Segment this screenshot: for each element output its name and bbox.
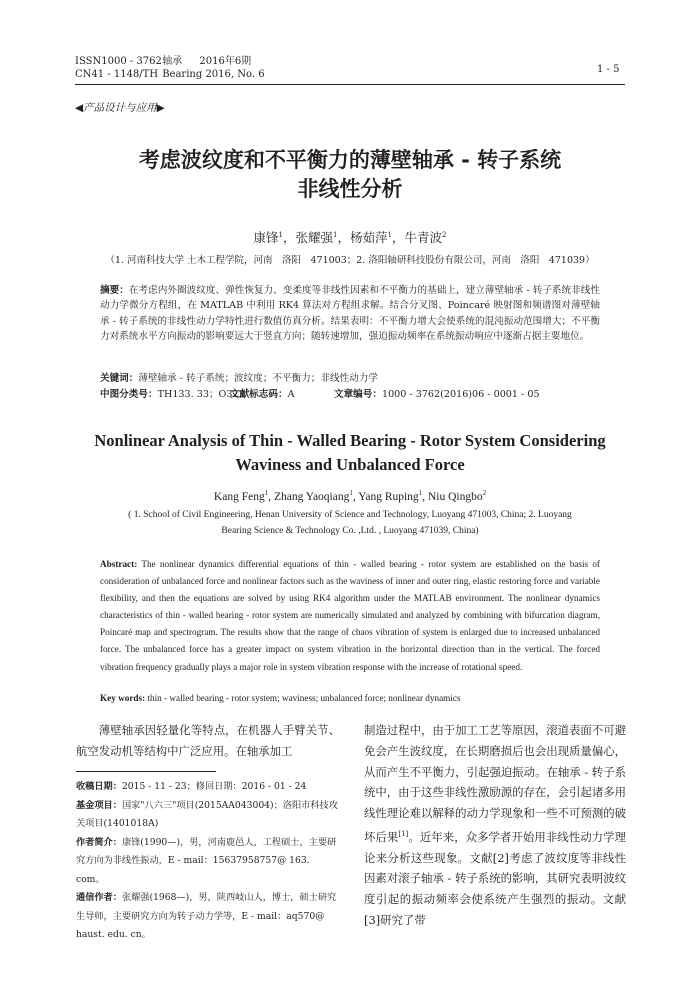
abstract-cn-label: 摘要：: [100, 285, 129, 296]
author-cn: 牛青波: [404, 230, 443, 245]
footnote: [76, 778, 340, 945]
footnote-received: [76, 778, 340, 797]
author-en: Kang Feng: [213, 490, 265, 503]
classification-cn: [100, 386, 600, 400]
authors-cn: 康锋$^1$，张耀强$^1$，杨茹萍$^1$，牛青波$^2$: [253, 230, 447, 245]
doc-code-value: A: [287, 389, 295, 400]
author-cn: 杨茹萍: [350, 230, 388, 245]
header-line-1: [75, 55, 635, 68]
issue-en: 2016, No. 6: [205, 69, 265, 80]
author-cn-sup: 1: [278, 230, 283, 239]
author-en: Zhang Yaoqiang: [273, 490, 350, 503]
issn: ISSN1000 - 3762: [75, 56, 162, 67]
abstract-cn-text: 在考虑内外圈波纹度、弹性恢复力、变柔度等非线性因素和不平衡力的基础上，建立薄壁轴承 - 转子系统非线性动力学微分方程组，在 MATLAB 中利用 RK4 算法对方程组求解。结合分叉图、Poincaré 映射图和频谱图对薄壁轴承 - 转子系统的非线性动力学特性进行数值仿真分析。结果表明：不平衡力增大会使系统的混沌振动范围增大；不平衡力对系统水平方向振动的影响要远大于竖直方向；随转速增加，强迫振动频率在系统振动响应中逐渐占据主要地位。: [100, 285, 601, 342]
affiliation-en-line-1: ( 1. School of Civil Engineering, Henan University of Science and Technology, Luoyang 471003, China; 2. Luoyang: [128, 510, 572, 520]
author-en-sup: 1: [264, 489, 269, 497]
clc-value: TH133. 33；O322: [157, 389, 245, 400]
author-bio-label: 作者简介：: [76, 836, 122, 848]
header-rule: [75, 84, 625, 85]
title-cn: [75, 146, 625, 204]
keywords-en-label: Key words:: [100, 693, 146, 703]
reference-1[interactable]: [1]: [398, 829, 409, 838]
clc-label: 中图分类号：: [100, 389, 158, 400]
received-value: 2015 - 11 - 23；修回日期：2016 - 01 - 24: [121, 781, 307, 792]
author-cn-sup: 1: [333, 230, 338, 239]
body-left-column: [76, 720, 340, 762]
author-cn-sup: 2: [442, 230, 447, 239]
abstract-en-text: The nonlinear dynamics differential equations of thin - walled bearing - rotor system are established on the basis of consideration of unbalanced force and nonlinear factors such as the waviness of inner and outer ring, elastic restoring force and variable flexibility, and then the equations are solved by using RK4 algorithm under the MATLAB environment. The nonlinear dynamics characteristics of thin - walled bearing - rotor system are numerically simulated and analyzed by combining with bifurcation diagram, Poincaré map and spectrogram. The results show that the range of chaos vibration of system is enlarged due to increased unbalanced force. The unbalanced force has a greater impact on system vibration in the horizontal direction than in the vertical. The forced vibration frequency gradually plays a major role in system vibration response with the increase of rotational speed.: [100, 559, 600, 672]
issue-cn: 2016年6期: [199, 56, 252, 67]
section-tag-label: 产品设计与应用: [83, 102, 157, 114]
author-cn-sup: 1: [387, 230, 392, 239]
body-right-text-1: 制造过程中，由于加工工艺等原因，滚道表面不可避免会产生波纹度，在长期磨损后也会出现质量偏心，从而产生不平衡力，引起强迫振动。在轴承 - 转子系统中，由于这些非线性激励源的存在，会引起诸多用线性理论难以解释的动力学现象和一些不可预测的破坏后果: [364, 723, 626, 844]
author-en-sup: 1: [349, 489, 353, 497]
journal-name-cn: 轴承: [162, 56, 183, 67]
title-en: [60, 429, 640, 477]
corresponding-value: 张耀强(1968—)，男，陕西岐山人，博士，硕士研究生导师，主要研究方向为转子动力学等，E - mail：aq570@ haust. edu. cn。: [76, 892, 337, 940]
footnote-fund: [76, 797, 340, 834]
abstract-en: [100, 556, 600, 676]
fund-label: 基金项目：: [76, 799, 122, 811]
header-line-2: [75, 68, 635, 81]
cn-number: CN41 - 1148/TH: [75, 69, 159, 80]
author-cn: 张耀强: [295, 230, 334, 245]
author-cn: 康锋: [253, 230, 279, 245]
article-number-value: 1000 - 3762(2016)06 - 0001 - 05: [381, 389, 540, 400]
running-header: [75, 55, 635, 81]
body-right-text-2: 。近年来，众多学者开始用非线性动力学理论来分析这些现象。文献[2]考虑了波纹度等非线性因素对滚子轴承 - 转子系统的影响，其研究表明波纹度引起的振动频率会使系统产生强烈的振动。文献[3]研究了带: [364, 829, 626, 927]
keywords-cn-text: 薄壁轴承 - 转子系统；波纹度；不平衡力；非线性动力学: [138, 373, 378, 384]
footnote-corresponding: [76, 889, 340, 945]
affiliation-en-line-2: Bearing Science & Technology Co. ,Ltd. , Luoyang 471039, China): [221, 526, 479, 536]
doc-code-label: 文献标志码：: [230, 389, 288, 400]
keywords-cn-label: 关键词：: [100, 373, 139, 384]
authors-en: Kang Feng$^1$, Zhang Yaoqiang$^1$, Yang Ruping$^1$, Niu Qingbo$^2$: [213, 489, 487, 503]
page-range: 1 - 5: [597, 64, 620, 75]
footnote-author: [76, 834, 340, 890]
abstract-cn: [100, 283, 600, 344]
author-en-sup: 1: [418, 489, 423, 497]
section-tag-left-marker: ◀: [75, 102, 84, 114]
abstract-en-label: Abstract:: [100, 559, 138, 569]
keywords-cn: [100, 370, 378, 384]
footnote-rule: [76, 771, 216, 772]
section-tag: [75, 100, 165, 115]
affiliation-en: [75, 507, 625, 539]
body-right-column: [364, 720, 626, 931]
body-left-text: 薄壁轴承因轻量化等特点，在机器人手臂关节、航空发动机等结构中广泛应用。在轴承加工: [76, 723, 340, 758]
author-en: Yang Ruping: [358, 490, 419, 503]
received-label: 收稿日期：: [76, 781, 122, 792]
author-en-sup: 2: [482, 489, 487, 497]
section-tag-right-marker: ▶: [156, 102, 165, 114]
title-cn-line-1: 考虑波纹度和不平衡力的薄壁轴承 - 转子系统: [138, 148, 562, 172]
affiliation-cn: （1. 河南科技大学 土木工程学院，河南 洛阳 471003；2. 洛阳轴研科技股份有限公司，河南 洛阳 471039）: [105, 255, 595, 266]
corresponding-label: 通信作者：: [76, 892, 122, 903]
title-cn-line-2: 非线性分析: [297, 177, 403, 201]
title-en-line-1: Nonlinear Analysis of Thin - Walled Bearing - Rotor System Considering: [94, 431, 606, 450]
journal-name-en: Bearing: [162, 69, 203, 80]
author-en: Niu Qingbo: [427, 490, 483, 503]
keywords-en-text: thin - walled bearing - rotor system; waviness; unbalanced force; nonlinear dynamics: [147, 693, 461, 703]
article-number-label: 文章编号：: [334, 389, 382, 400]
keywords-en: [100, 690, 600, 707]
fund-value: 国家"八六三"项目(2015AA043004)；洛阳市科技攻关项目(1401018A): [76, 799, 338, 829]
author-bio-value: 康锋(1990—)，男，河南鹿邑人，工程硕士，主要研究方向为非线性振动，E - mail：15637958757@ 163. com。: [76, 836, 337, 885]
title-en-line-2: Waviness and Unbalanced Force: [235, 455, 465, 474]
